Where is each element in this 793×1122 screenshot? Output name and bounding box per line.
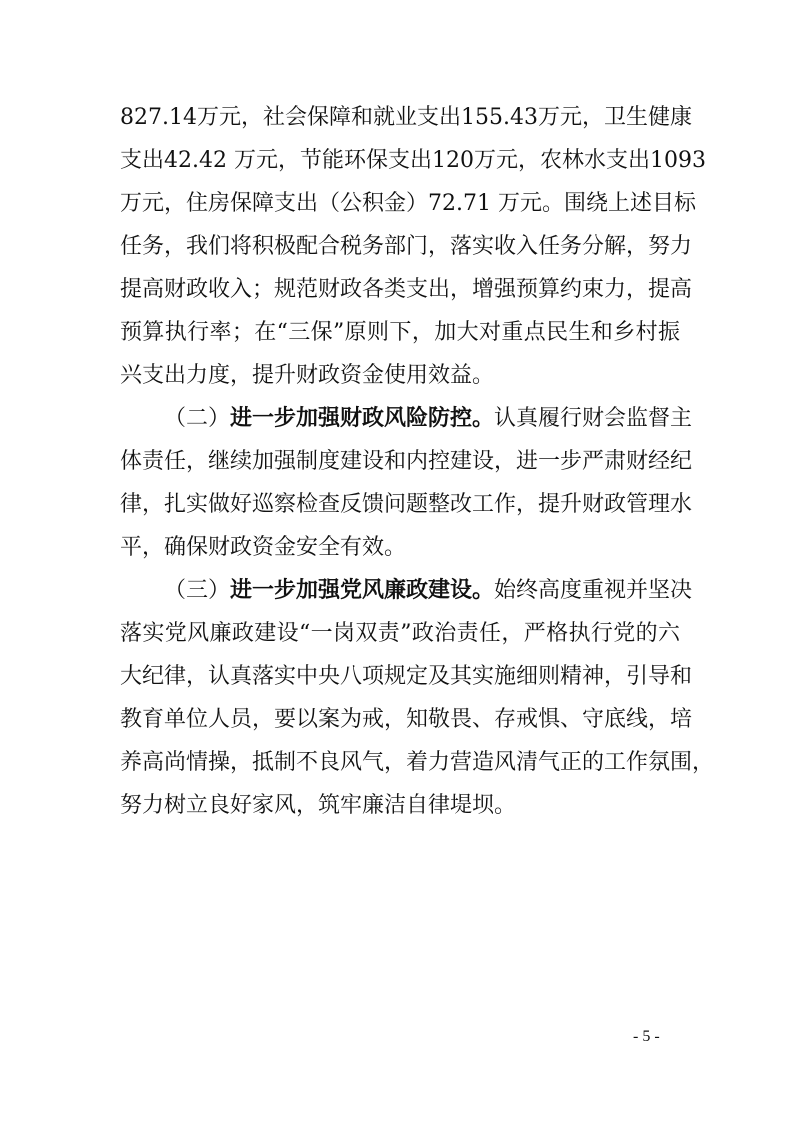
page-number: - 5 - xyxy=(633,1028,660,1045)
text-line: 预算执行率；在“三保”原则下，加大对重点民生和乡村振 xyxy=(120,320,680,345)
paragraph-first-line xyxy=(120,569,693,612)
text-line: 努力树立良好家风，筑牢廉洁自律堤坝。 xyxy=(120,793,517,818)
text-line: 落实党风廉政建设“一岗双责”政治责任，严格执行党的六 xyxy=(120,621,680,646)
paragraph-budget-summary xyxy=(120,96,706,397)
section-number: （三） xyxy=(164,578,231,603)
document-body xyxy=(120,96,715,827)
section-heading: 进一步加强财政风险防控。 xyxy=(230,406,495,431)
text-line: 养高尚情操，抵制不良风气，着力营造风清气正的工作氛围， xyxy=(120,750,715,775)
section-heading: 进一步加强党风廉政建设。 xyxy=(230,578,495,603)
text-run: 始终高度重视并坚决 xyxy=(494,578,693,603)
text-line: 平，确保财政资金安全有效。 xyxy=(120,535,407,560)
text-line: 万元，住房保障支出（公积金）72.71 万元。围绕上述目标 xyxy=(120,191,696,216)
text-line: 律，扎实做好巡察检查反馈问题整改工作，提升财政管理水 xyxy=(120,492,693,517)
text-line: 体责任，继续加强制度建设和内控建设，进一步严肃财经纪 xyxy=(120,449,693,474)
paragraph-risk-control xyxy=(120,397,693,569)
section-number: （二） xyxy=(164,406,231,431)
text-line: 提高财政收入；规范财政各类支出，增强预算约束力，提高 xyxy=(120,277,693,302)
text-line: 兴支出力度，提升财政资金使用效益。 xyxy=(120,363,495,388)
text-line: 任务，我们将积极配合税务部门，落实收入任务分解，努力 xyxy=(120,234,693,259)
text-line: 827.14万元，社会保障和就业支出155.43万元，卫生健康 xyxy=(120,105,692,130)
paragraph-party-conduct xyxy=(120,569,715,827)
text-line: 支出42.42 万元，节能环保支出120万元，农林水支出1093 xyxy=(120,148,706,173)
text-run: 认真履行财会监督主 xyxy=(494,406,693,431)
text-line: 教育单位人员，要以案为戒，知敬畏、存戒惧、守底线，培 xyxy=(120,707,693,732)
text-line: 大纪律，认真落实中央八项规定及其实施细则精神，引导和 xyxy=(120,664,693,689)
paragraph-first-line xyxy=(120,397,693,440)
